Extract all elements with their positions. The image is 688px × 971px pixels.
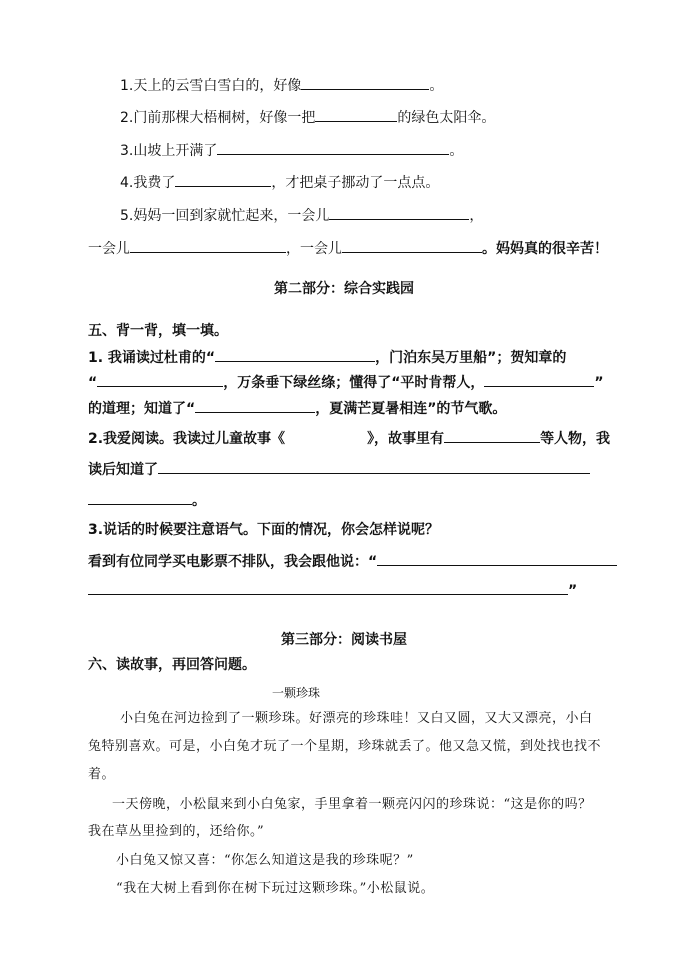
q1-text: 1.天上的云雪白雪白的，好像 <box>120 78 302 94</box>
q5-text-d: 一会儿 <box>88 241 130 257</box>
p2-q1-text-b: ，门泊东吴万里船”；贺知章的 <box>375 350 567 366</box>
p2-q3-title: 3.说话的时候要注意语气。下面的情况，你会怎样说呢？ <box>88 522 440 538</box>
p2-q2-text-e: 。 <box>192 493 206 509</box>
p2-q3-blank-1[interactable] <box>377 551 617 566</box>
section5-title: 五、背一背，填一填。 <box>88 323 228 339</box>
q5-text-a: 5.妈妈一回到家就忙起来， <box>120 208 288 224</box>
q5-text-b: 一会儿 <box>287 208 330 224</box>
q1-blank[interactable] <box>301 75 429 90</box>
fill-q3 <box>120 140 463 161</box>
fill-q2 <box>120 107 495 128</box>
p2-q1-blank-3[interactable] <box>484 372 594 387</box>
p2-q3-close: ” <box>568 583 578 599</box>
p2-q2-text-a: 2.我爱阅读。我读过儿童故事《 <box>88 431 286 447</box>
p2-q1-line3 <box>88 398 506 419</box>
p2-q3-blank-2[interactable] <box>88 580 568 595</box>
p2-q1-text-e: ” <box>594 375 604 391</box>
q4-blank[interactable] <box>175 172 271 187</box>
p2-q3-line1 <box>88 551 617 572</box>
p2-q2-blank-3[interactable] <box>88 490 192 505</box>
fill-q1 <box>120 75 443 96</box>
p2-q1-line2 <box>88 372 604 393</box>
q5-text-e: ，一会儿 <box>286 241 342 257</box>
q2-blank[interactable] <box>315 107 397 122</box>
story-title: 一颗珍珠 <box>272 686 321 700</box>
p2-q2-line2 <box>88 459 590 480</box>
p2-q1-line1 <box>88 347 566 368</box>
fill-q5-line1 <box>120 205 483 226</box>
p2-q3-line2 <box>88 580 577 601</box>
p2-q2-text-b: 》，故事里有 <box>367 431 445 447</box>
p2-q2-blank-1[interactable] <box>444 428 540 443</box>
q2-end: 的绿色太阳伞。 <box>397 110 496 126</box>
q3-blank[interactable] <box>217 140 449 155</box>
p2-q2-blank-2[interactable] <box>158 459 590 474</box>
p2-q3-prompt: 看到有位同学买电影票不排队，我会跟他说：“ <box>88 554 378 570</box>
p2-q2-line3 <box>88 490 206 511</box>
fill-q4 <box>120 172 439 193</box>
story-p2-l2: 我在草丛里捡到的，还给你。” <box>88 824 265 839</box>
q5-text-f: 。妈妈真的很辛苦！ <box>482 241 608 257</box>
fill-q5-line2 <box>88 238 608 259</box>
p2-q1-text-a: 1. 我诵读过杜甫的“ <box>88 350 216 366</box>
q5-text-c: ， <box>469 208 484 224</box>
story-p1-l1: 小白兔在河边捡到了一颗珍珠。好漂亮的珍珠哇！又白又圆，又大又漂亮，小白 <box>120 711 593 726</box>
q4-text: 4.我费了 <box>120 175 176 191</box>
story-p1-l2: 兔特别喜欢。可是，小白兔才玩了一个星期，珍珠就丢了。他又急又慌，到处找也找不 <box>88 739 602 754</box>
q5-blank-2[interactable] <box>130 238 286 253</box>
p2-q2-text-c: 等人物，我 <box>540 431 611 447</box>
section6-title: 六、读故事，再回答问题。 <box>88 657 256 673</box>
story-p4: “我在大树上看到你在树下玩过这颗珍珠。”小松鼠说。 <box>116 881 435 896</box>
q4-end: ，才把桌子挪动了一点点。 <box>271 175 440 191</box>
p2-q1-blank-1[interactable] <box>215 347 375 362</box>
q1-end: 。 <box>429 78 444 94</box>
q5-blank-3[interactable] <box>342 238 482 253</box>
p2-q1-blank-2[interactable] <box>97 372 223 387</box>
p2-q1-text-g: ，夏满芒夏暑相连”的节气歌。 <box>315 401 507 417</box>
p2-q2-text-d: 读后知道了 <box>88 462 158 478</box>
p2-q1-text-f: 的道理；知道了“ <box>88 401 196 417</box>
story-p1-l3: 着。 <box>88 767 116 782</box>
p2-q2-line1 <box>88 428 610 449</box>
q3-end: 。 <box>449 143 464 159</box>
part3-heading: 第三部分：阅读书屋 <box>281 632 407 648</box>
q5-blank-1[interactable] <box>329 205 469 220</box>
p2-q1-text-d: ，万条垂下绿丝绦；懂得了“平时肯帮人， <box>223 375 485 391</box>
p2-q1-text-c: “ <box>88 375 98 391</box>
q2-text: 2.门前那棵大梧桐树，好像一把 <box>120 110 316 126</box>
q3-text: 3.山坡上开满了 <box>120 143 218 159</box>
story-p3: 小白兔又惊又喜：“你怎么知道这是我的珍珠呢？” <box>116 853 414 868</box>
story-p2-l1: 一天傍晚，小松鼠来到小白兔家，手里拿着一颗亮闪闪的珍珠说：“这是你的吗？ <box>112 797 592 812</box>
p2-q1-blank-4[interactable] <box>195 398 315 413</box>
part2-heading: 第二部分：综合实践园 <box>274 281 414 297</box>
